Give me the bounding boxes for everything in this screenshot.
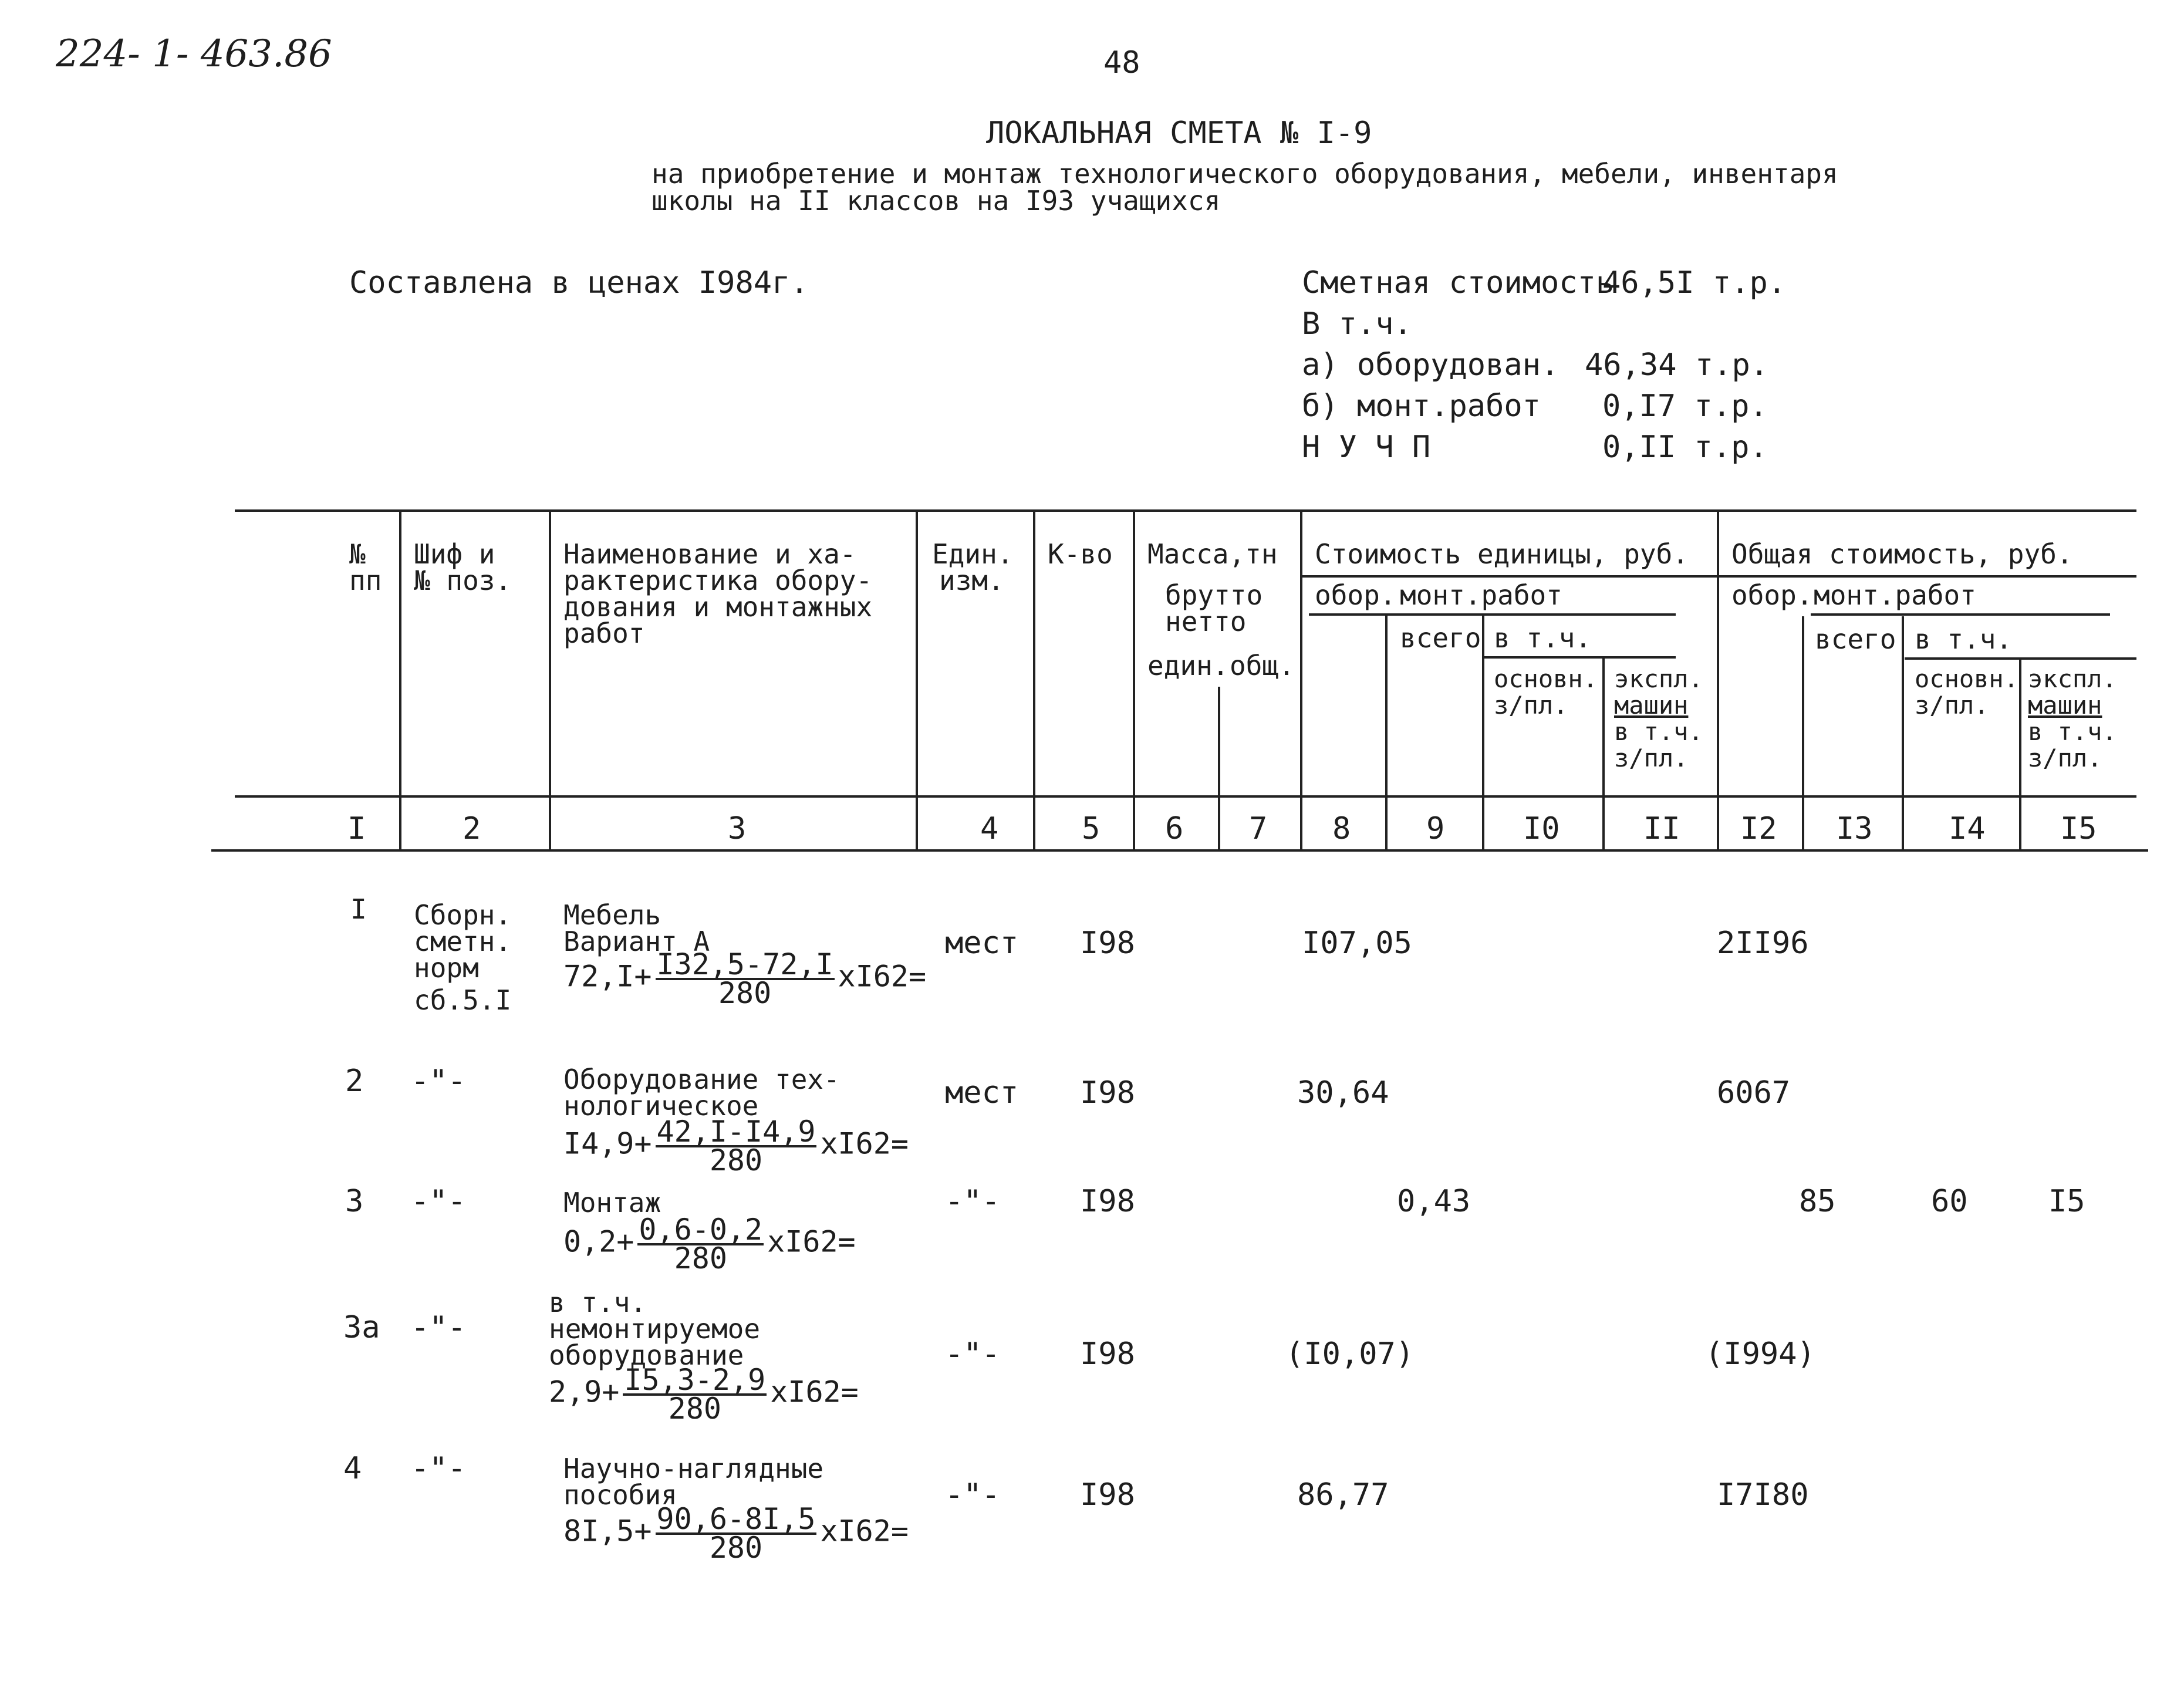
header-machines-wage: в т.ч. (1614, 717, 1703, 746)
row-unit-equipment-cost: (I0,07) (1285, 1336, 1415, 1372)
row-number: 3а (343, 1310, 380, 1345)
column-number: I5 (2060, 811, 2097, 846)
formula-fraction (656, 1502, 817, 1565)
row-name: немонтируемое (549, 1313, 761, 1345)
row-total-equipment-cost: I7I80 (1717, 1477, 1809, 1513)
column-number: 9 (1426, 811, 1445, 846)
row-unit-equipment-cost: 86,77 (1297, 1477, 1389, 1513)
column-divider (549, 509, 551, 850)
subtitle-line-1: на приобретение и монтаж технологического оборудования, мебели, инвентаря (652, 158, 1838, 190)
formula-prefix: I4,9+ (563, 1126, 652, 1161)
header-base-wage: основн. (1915, 664, 2019, 693)
prices-note: Составлена в ценах I984г. (349, 265, 809, 301)
header-rule (1811, 613, 2110, 616)
header-unit: изм. (939, 565, 1004, 596)
subtitle-line-2: школы на II классов на I93 учащихся (652, 185, 1221, 217)
fraction-numerator: I32,5-72,I (656, 947, 833, 981)
row-code: сметн. (414, 926, 512, 957)
header-total: всего (1400, 622, 1481, 654)
header-base-wage: основн. (1494, 664, 1598, 693)
header-including: в т.ч. (1915, 623, 2013, 655)
column-divider (1482, 613, 1484, 850)
column-divider (1133, 509, 1135, 850)
row-total-base-wage: 60 (1931, 1184, 1968, 1219)
row-code: -"- (411, 1451, 466, 1486)
header-machines-wage: в т.ч. (2028, 717, 2117, 746)
row-code: Сборн. (414, 899, 512, 931)
row-formula (563, 1502, 909, 1565)
row-code: сб.5.I (414, 984, 512, 1016)
fraction-denominator: 280 (709, 1531, 763, 1565)
column-divider (1300, 509, 1302, 850)
fraction-denominator: 280 (674, 1241, 727, 1275)
row-name: нологическое (563, 1090, 759, 1122)
fraction-numerator: I5,3-2,9 (624, 1363, 766, 1397)
row-formula (563, 1115, 909, 1177)
row-code: -"- (411, 1184, 466, 1219)
header-name: Наименование и ха- (563, 538, 856, 570)
header-mass-net: нетто (1165, 606, 1247, 637)
header-rule (1482, 656, 1676, 659)
column-divider (1385, 613, 1388, 850)
fraction-numerator: 0,6-0,2 (639, 1213, 763, 1247)
summary-row-value: 0,I7 т.р. (1602, 389, 1768, 424)
header-machines: машин (1614, 691, 1689, 720)
row-unit-installation-cost: 0,43 (1397, 1184, 1471, 1219)
summary-row-label: Н У Ч П (1302, 430, 1431, 465)
row-number: 3 (345, 1184, 364, 1219)
summary-row-label: а) оборудован. (1302, 347, 1559, 383)
formula-fraction (637, 1213, 764, 1275)
row-number: 4 (343, 1451, 362, 1486)
column-number: II (1643, 811, 1680, 846)
header-unit-cost: Стоимость единицы, руб. (1315, 538, 1689, 570)
column-divider (1802, 616, 1804, 850)
document-title: ЛОКАЛЬНАЯ СМЕТА № I-9 (986, 116, 1372, 151)
row-name: пособия (563, 1479, 677, 1511)
header-name: рактеристика обору- (563, 565, 873, 596)
column-divider (2019, 659, 2021, 850)
row-formula (563, 1213, 856, 1275)
column-number: 5 (1082, 811, 1101, 846)
column-divider (1902, 616, 1904, 850)
formula-prefix: 8I,5+ (563, 1514, 652, 1548)
header-pp: пп (349, 565, 382, 596)
row-name: Научно-наглядные (563, 1453, 824, 1484)
header-equipment: обор. (1315, 579, 1396, 611)
column-divider (1218, 687, 1220, 850)
column-number: I4 (1949, 811, 1986, 846)
column-divider (1602, 656, 1605, 850)
fraction-numerator: 42,I-I4,9 (656, 1115, 816, 1149)
formula-prefix: 2,9+ (549, 1375, 620, 1409)
column-number: I (347, 811, 366, 846)
header-unit: Един. (932, 538, 1014, 570)
row-formula (563, 947, 927, 1010)
formula-suffix: xI62= (767, 1224, 856, 1259)
row-formula (549, 1363, 859, 1426)
header-code: Шиф и (414, 538, 495, 570)
formula-prefix: 72,I+ (563, 959, 652, 994)
summary-incl-label: В т.ч. (1302, 306, 1412, 342)
row-code: -"- (411, 1064, 466, 1099)
formula-suffix: xI62= (770, 1375, 859, 1409)
row-unit: мест (945, 926, 1019, 961)
row-total-equipment-cost: (I994) (1705, 1336, 1815, 1372)
summary-row-value: 46,34 т.р. (1585, 347, 1769, 383)
column-divider (1717, 509, 1719, 850)
column-numbers-rule (211, 849, 2148, 852)
header-machines: экспл. (1614, 664, 1703, 693)
page-number: 48 (1103, 45, 1140, 80)
header-machines-wage: з/пл. (2028, 744, 2102, 772)
header-rule (1309, 613, 1676, 616)
row-name: Монтаж (563, 1187, 661, 1218)
column-divider (399, 509, 401, 850)
table-top-rule (235, 509, 2136, 512)
summary-row-label: б) монт.работ (1302, 389, 1541, 424)
row-unit: -"- (945, 1477, 1000, 1513)
header-mass-total: общ. (1230, 650, 1295, 681)
fraction-denominator: 280 (668, 1392, 721, 1426)
header-mass-unit: един. (1147, 650, 1229, 681)
column-divider (1033, 509, 1035, 850)
column-number: I2 (1740, 811, 1777, 846)
header-bottom-rule (235, 795, 2136, 798)
header-rule (1302, 575, 2136, 578)
fraction-numerator: 90,6-8I,5 (656, 1502, 816, 1536)
formula-fraction (656, 947, 835, 1010)
row-unit: мест (945, 1075, 1019, 1110)
header-quantity: К-во (1048, 538, 1113, 570)
row-name: оборудование (549, 1339, 744, 1371)
handwritten-document-code: 224- 1- 463.86 (56, 32, 332, 76)
formula-fraction (656, 1115, 817, 1177)
row-code: -"- (411, 1310, 466, 1345)
column-number: 6 (1165, 811, 1184, 846)
header-machines: машин (2028, 691, 2102, 720)
header-equipment: обор. (1731, 579, 1813, 611)
formula-fraction (623, 1363, 767, 1426)
summary-total-label: Сметная стоимость (1302, 265, 1615, 301)
header-base-wage: з/пл. (1494, 691, 1568, 720)
formula-suffix: xI62= (820, 1126, 909, 1161)
header-name: работ (563, 617, 645, 649)
header-installation: монт.работ (1400, 579, 1562, 611)
row-quantity: I98 (1080, 1184, 1135, 1219)
row-total-installation-cost: 85 (1799, 1184, 1836, 1219)
column-number: 4 (980, 811, 999, 846)
column-number: 3 (728, 811, 747, 846)
row-quantity: I98 (1080, 1336, 1135, 1372)
column-number: 2 (463, 811, 481, 846)
row-quantity: I98 (1080, 926, 1135, 961)
header-code: № поз. (414, 565, 512, 596)
row-name: Оборудование тех- (563, 1064, 840, 1095)
row-number: I (350, 893, 367, 925)
header-mass: Масса,тн (1147, 538, 1278, 570)
row-name: Вариант А (563, 926, 710, 957)
formula-suffix: xI62= (820, 1514, 909, 1548)
row-unit-equipment-cost: I07,05 (1302, 926, 1412, 961)
row-name: в т.ч. (549, 1287, 647, 1318)
row-unit: -"- (945, 1336, 1000, 1372)
column-number: 7 (1249, 811, 1268, 846)
header-number-sign: № (349, 538, 366, 570)
row-name: Мебель (563, 899, 661, 931)
row-quantity: I98 (1080, 1075, 1135, 1110)
fraction-denominator: 280 (718, 976, 772, 1010)
column-number: I3 (1836, 811, 1873, 846)
header-total-cost: Общая стоимость, руб. (1731, 538, 2073, 570)
column-number: I0 (1523, 811, 1560, 846)
formula-prefix: 0,2+ (563, 1224, 634, 1259)
row-total-equipment-cost: 6067 (1717, 1075, 1791, 1110)
header-including: в т.ч. (1494, 622, 1592, 654)
header-base-wage: з/пл. (1915, 691, 1989, 720)
column-divider (916, 509, 918, 850)
row-unit-equipment-cost: 30,64 (1297, 1075, 1389, 1110)
row-code: норм (414, 952, 479, 984)
row-unit: -"- (945, 1184, 1000, 1219)
header-mass-gross: брутто (1165, 579, 1263, 611)
row-quantity: I98 (1080, 1477, 1135, 1513)
header-installation: монт.работ (1814, 579, 1976, 611)
row-number: 2 (345, 1064, 364, 1099)
header-name: дования и монтажных (563, 591, 873, 623)
header-total: всего (1815, 623, 1896, 655)
row-total-machines: I5 (2048, 1184, 2085, 1219)
summary-row-value: 0,II т.р. (1602, 430, 1768, 465)
summary-total-value: 46,5I т.р. (1602, 265, 1787, 301)
formula-suffix: xI62= (838, 959, 927, 994)
header-machines-wage: з/пл. (1614, 744, 1689, 772)
header-machines: экспл. (2028, 664, 2117, 693)
row-total-equipment-cost: 2II96 (1717, 926, 1809, 961)
fraction-denominator: 280 (709, 1143, 763, 1177)
column-number: 8 (1332, 811, 1351, 846)
